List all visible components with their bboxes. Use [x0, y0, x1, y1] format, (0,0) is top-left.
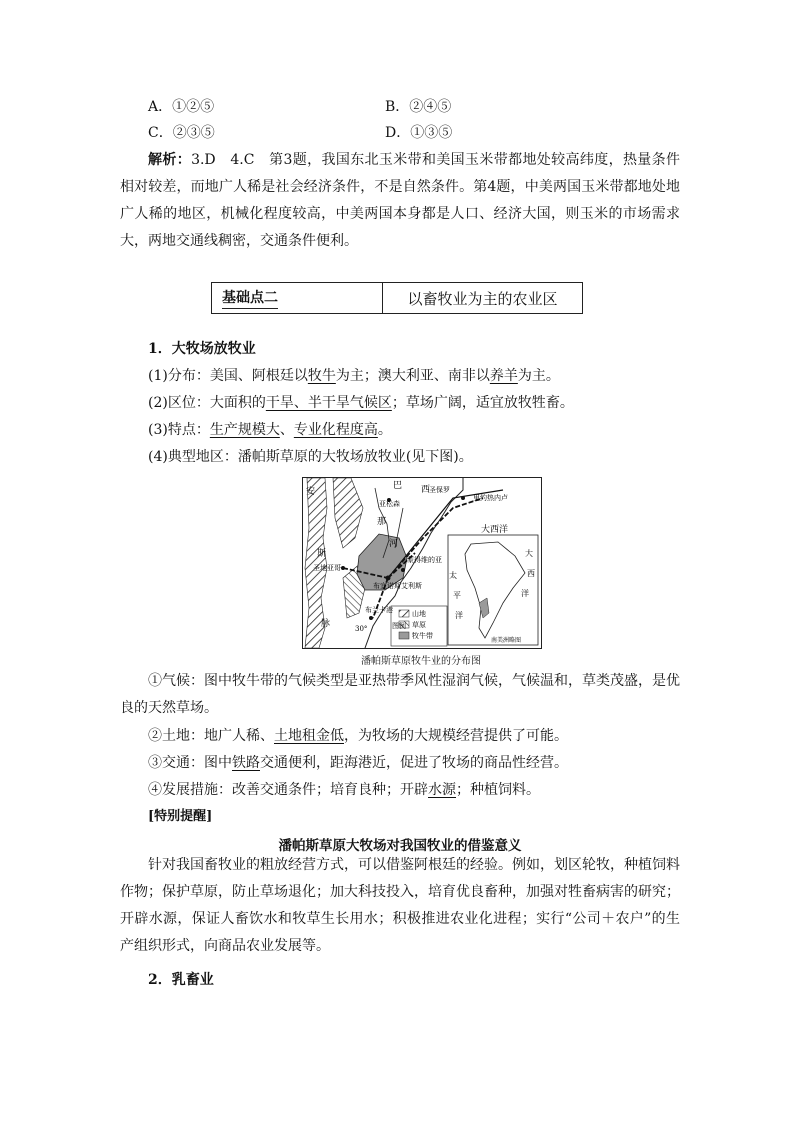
svg-text:斯: 斯: [317, 549, 327, 559]
svg-text:布宜诺斯艾利斯: 布宜诺斯艾利斯: [373, 582, 422, 590]
option-a: A．①②⑤: [148, 99, 215, 115]
section2-heading: 2．乳畜业: [148, 972, 214, 988]
svg-text:河: 河: [389, 539, 399, 549]
svg-text:山地: 山地: [412, 610, 426, 618]
answer-explanation: [120, 147, 680, 255]
factor-climate: ①气候：图中牧牛带的气候类型是亚热带季风性湿润气候，气候温和，草类茂盛，是优良的天然草场。: [120, 673, 680, 716]
svg-text:西: 西: [527, 569, 535, 578]
tip-label: [特别提醒]: [148, 809, 213, 824]
option-c: C．②③⑤: [148, 125, 215, 141]
pampas-map: [302, 477, 542, 649]
svg-text:南美洲略图: 南美洲略图: [491, 637, 522, 644]
svg-text:大西洋: 大西洋: [481, 525, 509, 535]
svg-text:洋: 洋: [521, 589, 529, 598]
tip-body: 针对我国畜牧业的粗放经营方式，可以借鉴阿根廷的经验。例如，划区轮牧，种植饲料作物；保护草原，防止草场退化；加大科技投入，培育优良畜种，加强对牲畜病害的研究；开辟水源，保证人畜饮水和牧草生长用水；积极推进农业化进程；实行“公司＋农户”的生产组织形式，向商品农业发展等。: [120, 857, 680, 954]
distribution-line: (1)分布：美国、阿根廷以牧牛为主；澳大利亚、南非以养羊为主。: [148, 368, 560, 384]
svg-text:平: 平: [453, 591, 461, 600]
factor-development: ④发展措施：改善交通条件；培育良种；开辟水源；种植饲料。: [148, 782, 540, 798]
map-caption: 潘帕斯草原牧牛业的分布图: [361, 656, 481, 667]
option-b: B．②④⑤: [385, 99, 452, 115]
knowledge-box: [211, 282, 583, 314]
svg-text:布兰卡港: 布兰卡港: [365, 606, 393, 614]
svg-text:那: 那: [377, 517, 387, 527]
features-line: (3)特点：生产规模大、专业化程度高。: [148, 422, 392, 438]
svg-text:里约热内卢: 里约热内卢: [473, 494, 508, 502]
knowledge-tag: 基础点二: [222, 287, 278, 309]
option-d: D．①③⑤: [385, 125, 453, 141]
svg-text:太: 太: [449, 571, 457, 580]
svg-text:30°: 30°: [355, 625, 368, 633]
svg-text:西: 西: [421, 485, 431, 495]
answer-label: 解析：: [148, 152, 192, 168]
svg-text:大: 大: [525, 549, 533, 558]
svg-text:巴: 巴: [393, 481, 403, 491]
svg-text:洋: 洋: [455, 611, 463, 620]
label-an: 安: [306, 487, 316, 497]
svg-text:圣地亚哥: 圣地亚哥: [313, 564, 341, 572]
svg-text:圣保罗: 圣保罗: [429, 486, 450, 494]
svg-text:图例: 图例: [392, 622, 406, 630]
svg-text:草原: 草原: [412, 621, 426, 629]
svg-text:脉: 脉: [321, 619, 331, 629]
section1-heading: 1．大牧场放牧业: [148, 341, 256, 357]
svg-text:亚松森: 亚松森: [379, 500, 400, 508]
factor-traffic: ③交通：图中铁路交通便利，距海港近，促进了牧场的商品性经营。: [148, 755, 568, 771]
svg-text:牧牛带: 牧牛带: [412, 632, 433, 640]
knowledge-title: 以畜牧业为主的农业区: [407, 289, 558, 308]
svg-text:蒙得维的亚: 蒙得维的亚: [407, 556, 442, 564]
typical-line: (4)典型地区：潘帕斯草原的大牧场放牧业(见下图)。: [148, 449, 473, 465]
pampas-map-svg: [303, 478, 541, 648]
answer-text: 3.D 4.C 第3题，我国东北玉米带和美国玉米带都地处较高纬度，热量条件相对较差，而地广人稀是社会经济条件，不是自然条件。第4题，中美两国玉米带都地处地广人稀的地区，机械化程度较高，中美两国本身都是人口、经济大国，则玉米的市场需求大，两地交通线稠密，交通条件便利。: [120, 152, 681, 249]
location-line: (2)区位：大面积的干旱、半干旱气候区；草场广阔，适宜放牧牲畜。: [148, 395, 574, 411]
factor-land: ②土地：地广人稀、土地租金低，为牧场的大规模经营提供了可能。: [148, 728, 568, 744]
tip-title: 潘帕斯草原大牧场对我国牧业的借鉴意义: [278, 838, 522, 854]
